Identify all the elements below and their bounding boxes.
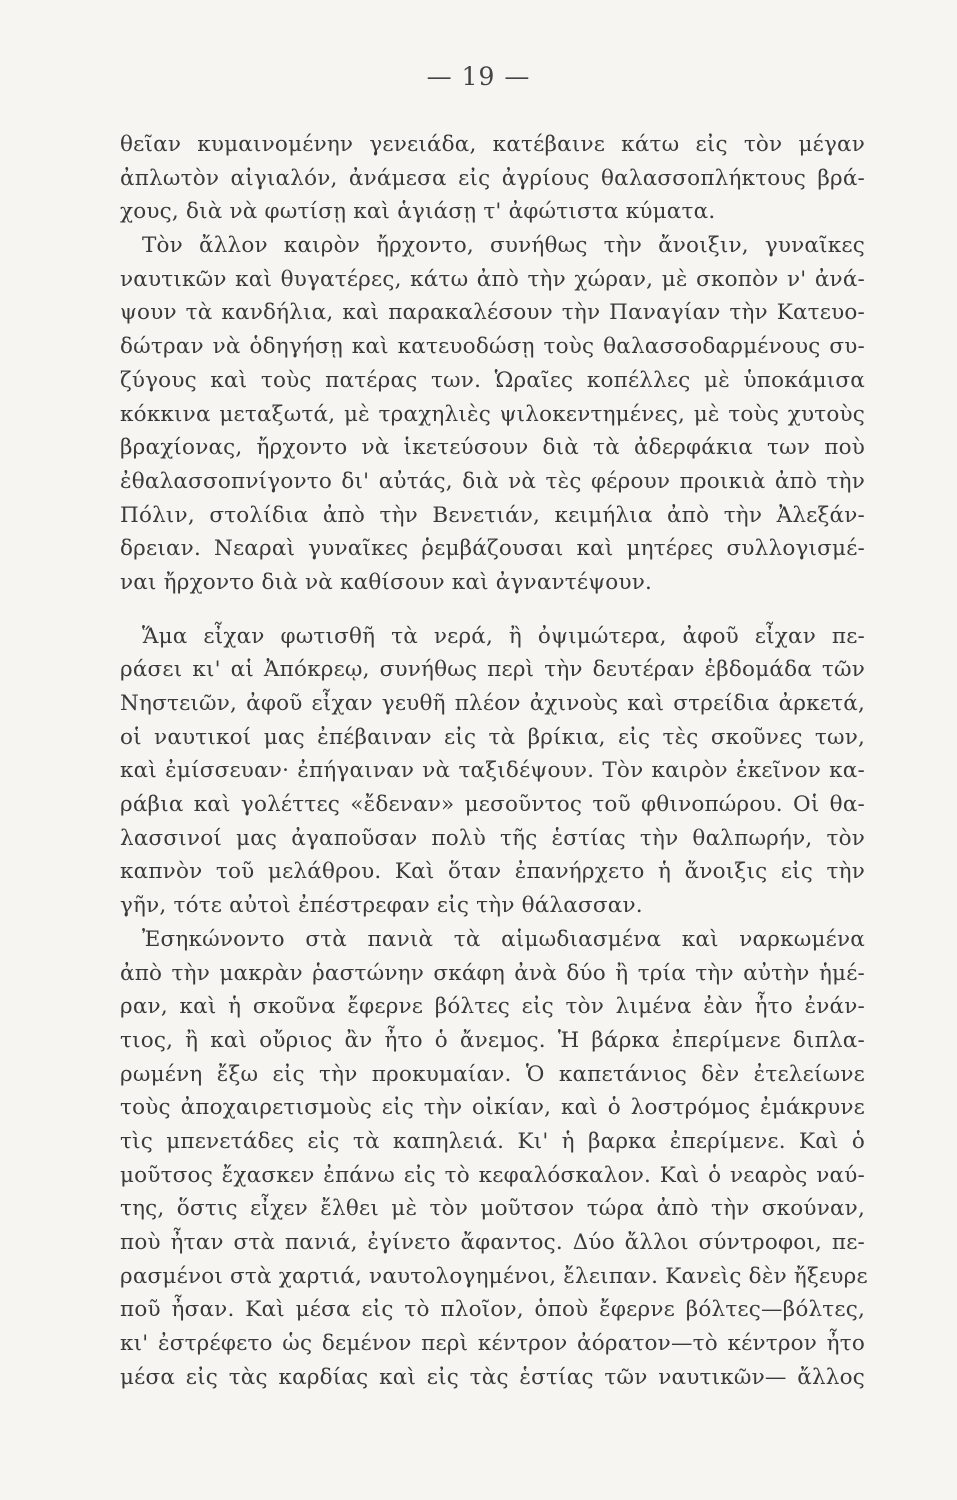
- text-line: γῆν, τότε αὐτοὶ ἐπέστρεφαν εἰς τὴν θάλασσαν.: [120, 893, 643, 919]
- text-line: Πόλιν, στολίδια ἀπὸ τὴν Βενετιάν, κειμήλια ἀπὸ τὴν Ἀλεξάν-: [120, 502, 865, 528]
- text-line: τοὺς ἀποχαιρετισμοὺς εἰς τὴν οἰκίαν, καὶ ὁ λοστρόμος ἐμάκρυνε: [120, 1095, 865, 1121]
- text-line: Τὸν ἄλλον καιρὸν ἤρχοντο, συνήθως τὴν ἄνοιξιν, γυναῖκες: [142, 233, 865, 259]
- text-line: ναι ἤρχοντο διὰ νὰ καθίσουν καὶ ἀγναντέψουν.: [120, 569, 653, 595]
- text-line: δρειαν. Νεαραὶ γυναῖκες ῥεμβάζουσαι καὶ μητέρες συλλογισμέ-: [120, 536, 865, 562]
- text-line: μοῦτσος ἔχασκεν ἐπάνω εἰς τὸ κεφαλόσκαλον. Καὶ ὁ νεαρὸς ναύ-: [120, 1162, 865, 1188]
- text-line: ποὺ ἦταν στὰ πανιά, ἐγίνετο ἄφαντος. Δύο ἄλλοι σύντροφοι, πε-: [120, 1230, 865, 1255]
- text-line: μέσα εἰς τὰς καρδίας καὶ εἰς τὰς ἑστίας τῶν ναυτικῶν— ἄλλος: [120, 1364, 865, 1390]
- text-line: ναυτικῶν καὶ θυγατέρες, κάτω ἀπὸ τὴν χώραν, μὲ σκοπὸν ν' ἀνά-: [120, 266, 865, 292]
- paragraph: [120, 620, 865, 923]
- text-line: καὶ ἐμίσσευαν· ἐπήγαιναν νὰ ταξιδέψουν. Τὸν καιρὸν ἐκεῖνον κα-: [120, 758, 865, 784]
- text-line: τιος, ἢ καὶ οὔριος ἂν ἦτο ὁ ἄνεμος. Ἡ βάρκα ἐπερίμενε διπλα-: [120, 1027, 865, 1053]
- text-line: ρωμένη ἔξω εἰς τὴν προκυμαίαν. Ὁ καπετάνιος δὲν ἐτελείωνε: [120, 1061, 865, 1087]
- text-line: ράσει κι' αἱ Ἀπόκρεῳ, συνήθως περὶ τὴν δευτέραν ἑβδομάδα τῶν: [120, 657, 865, 683]
- text-line: ψουν τὰ κανδήλια, καὶ παρακαλέσουν τὴν Παναγίαν τὴν Κατευο-: [120, 300, 865, 326]
- text-line: ρασμένοι στὰ χαρτιά, ναυτολογημένοι, ἔλειπαν. Κανεὶς δὲν ἤξευρε: [120, 1263, 868, 1289]
- paragraph-gap: [120, 600, 865, 620]
- text-line: Ἅμα εἶχαν φωτισθῆ τὰ νερά, ἢ ὀψιμώτερα, ἀφοῦ εἶχαν πε-: [142, 623, 865, 649]
- text-line: ζύγους καὶ τοὺς πατέρας των. Ὡραῖες κοπέλλες μὲ ὑποκάμισα: [120, 367, 865, 393]
- text-line: δώτραν νὰ ὁδηγήσῃ καὶ κατευοδώσῃ τοὺς θαλασσοδαρμένους συ-: [120, 334, 865, 360]
- text-line: κόκκινα μεταξωτά, μὲ τραχηλιὲς ψιλοκεντημένες, μὲ τοὺς χυτοὺς: [120, 401, 865, 427]
- body-text: [120, 128, 868, 1394]
- page-number: — 19 —: [426, 62, 531, 91]
- paragraph: [120, 128, 865, 229]
- text-line: λασσινοί μας ἀγαποῦσαν πολὺ τῆς ἑστίας τὴν θαλπωρήν, τὸν: [120, 825, 865, 851]
- text-line: ραν, καὶ ἡ σκοῦνα ἔφερνε βόλτες εἰς τὸν λιμένα ἐὰν ἦτο ἐνάν-: [120, 994, 865, 1020]
- text-line: ποῦ ἦσαν. Καὶ μέσα εἰς τὸ πλοῖον, ὁποὺ ἔφερνε βόλτες—βόλτες,: [120, 1297, 865, 1323]
- text-line: ἀπὸ τὴν μακρὰν ῥαστώνην σκάφη ἀνὰ δύο ἢ τρία τὴν αὐτὴν ἡμέ-: [120, 960, 865, 986]
- text-line: Ἐσηκώνοντο στὰ πανιὰ τὰ αἱμωδιασμένα καὶ ναρκωμένα: [142, 926, 865, 952]
- text-line: καπνὸν τοῦ μελάθρου. Καὶ ὅταν ἐπανήρχετο ἡ ἄνοιξις εἰς τὴν: [120, 859, 865, 885]
- text-line: θεῖαν κυμαινομένην γενειάδα, κατέβαινε κάτω εἰς τὸν μέγαν: [120, 132, 865, 157]
- text-line: βραχίονας, ἤρχοντο νὰ ἱκετεύσουν διὰ τὰ ἀδερφάκια των ποὺ: [120, 435, 865, 461]
- paragraph: [120, 229, 865, 600]
- text-line: ἐθαλασσοπνίγοντο δι' αὐτάς, διὰ νὰ τὲς φέρουν προικιὰ ἀπὸ τὴν: [120, 468, 865, 494]
- text-line: Νηστειῶν, ἀφοῦ εἶχαν γευθῆ πλέον ἀχινοὺς καὶ στρείδια ἀρκετά,: [120, 691, 865, 716]
- text-line: τὶς μπενετάδες εἰς τὰ καπηλειά. Κι' ἡ βαρκα ἐπερίμενε. Καὶ ὁ: [120, 1128, 865, 1154]
- text-line: της, ὅστις εἶχεν ἔλθει μὲ τὸν μοῦτσον τώρα ἀπὸ τὴν σκούναν,: [120, 1196, 865, 1222]
- text-line: ράβια καὶ γολέττες «ἔδεναν» μεσοῦντος τοῦ φθινοπώρου. Οἱ θα-: [120, 792, 865, 818]
- text-line: κι' ἐστρέφετο ὡς δεμένον περὶ κέντρον ἀόρατον—τὸ κέντρον ἦτο: [120, 1331, 865, 1357]
- text-line: χους, διὰ νὰ φωτίσῃ καὶ ἁγιάσῃ τ' ἀφώτιστα κύματα.: [120, 199, 716, 225]
- text-line: ἀπλωτὸν αἰγιαλόν, ἀνάμεσα εἰς ἀγρίους θαλασσοπλήκτους βρά-: [120, 165, 865, 191]
- text-line: οἱ ναυτικοί μας ἐπέβαιναν εἰς τὰ βρίκια, εἰς τὲς σκοῦνες των,: [120, 724, 865, 750]
- paragraph: [120, 923, 868, 1395]
